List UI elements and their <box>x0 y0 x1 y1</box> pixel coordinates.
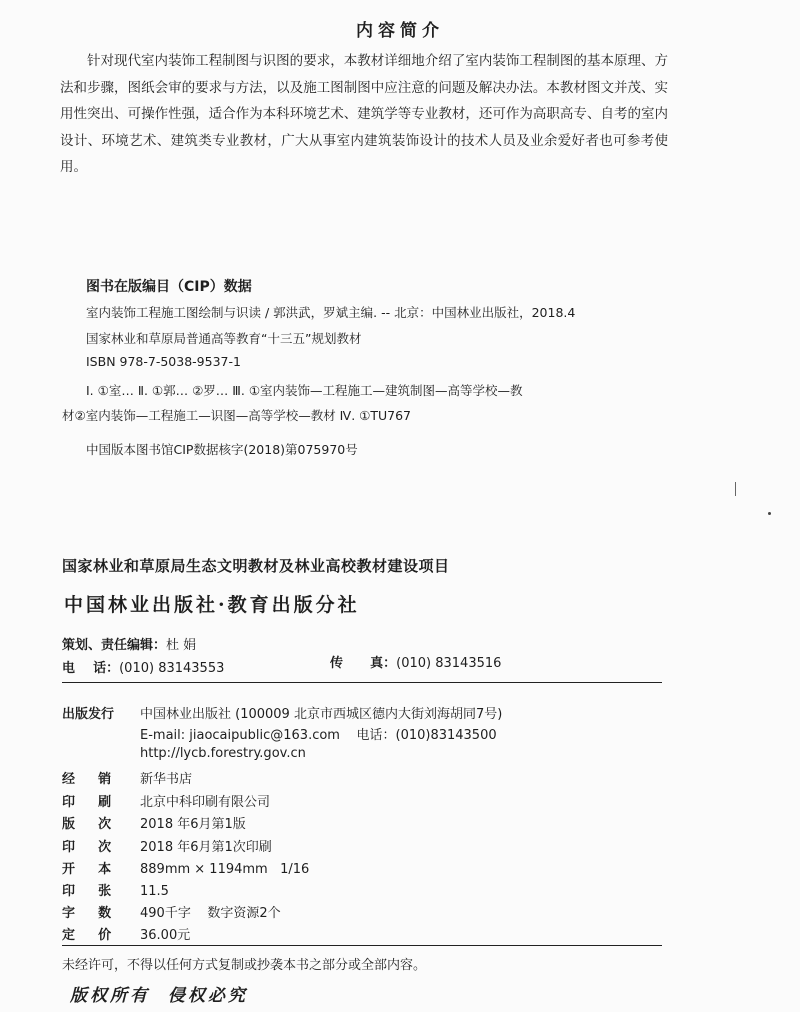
info-value: 36.00元 <box>140 928 191 943</box>
info-label: 字 数 <box>62 906 113 921</box>
info-label: 印 刷 <box>62 795 113 810</box>
info-value: 2018 年6月第1版 <box>140 817 246 832</box>
cip-title-line: 室内装饰工程施工图绘制与识读 / 郭洪武，罗斌主编. -- 北京：中国林业出版社，2018.4 <box>86 305 576 320</box>
scan-mark <box>735 482 736 496</box>
info-label: 出版发行 <box>62 707 115 722</box>
info-label: 开 本 <box>62 862 113 877</box>
editor-line <box>62 634 196 653</box>
info-row-word-count <box>62 902 281 922</box>
info-row-format <box>62 858 309 878</box>
cip-classification-line-1: Ⅰ. ①室… Ⅱ. ①郭… ②罗… Ⅲ. ①室内装饰—工程施工—建筑制图—高等学校—教 <box>86 383 523 398</box>
editor-label: 策划、责任编辑： <box>62 638 167 653</box>
phone-label: 电 话： <box>62 661 120 676</box>
info-row-sheets <box>62 880 169 900</box>
project-title: 国家林业和草原局生态文明教材及林业高校教材建设项目 <box>62 557 450 575</box>
cip-isbn: ISBN 978-7-5038-9537-1 <box>86 354 241 369</box>
info-label: 印 次 <box>62 840 113 855</box>
info-row-printing <box>62 836 272 856</box>
bottom-divider <box>62 945 662 946</box>
info-email-line: E-mail: jiaocaipublic@163.com 电话：(010)83143500 <box>140 728 497 743</box>
cip-check-number: 中国版本图书馆CIP数据核字(2018)第075970号 <box>86 442 358 457</box>
info-value: 北京中科印刷有限公司 <box>140 795 271 810</box>
info-label: 印 张 <box>62 884 113 899</box>
info-label: 定 价 <box>62 928 113 943</box>
cip-classification-line-2: 材②室内装饰—工程施工—识图—高等学校—教材 Ⅳ. ①TU767 <box>62 408 412 423</box>
info-website: http://lycb.forestry.gov.cn <box>140 746 306 761</box>
info-row-edition <box>62 813 246 833</box>
info-row-distributor <box>62 768 192 788</box>
info-value: 889mm × 1194mm 1/16 <box>140 862 310 877</box>
rights-reserved: 版权所有 侵权必究 <box>70 986 248 1006</box>
cip-heading: 图书在版编目（CIP）数据 <box>86 279 252 295</box>
summary-body: 针对现代室内装饰工程制图与识图的要求，本教材详细地介绍了室内装饰工程制图的基本原理、方法和步骤，图纸会审的要求与方法，以及施工图制图中应注意的问题及解决办法。本教材图文并茂、实用性突出、可操作性强，适合作为本科环境艺术、建筑学等专业教材，还可作为高职高专、自考的室内设计、环境艺术、建筑类专业教材，广大从事室内建筑装饰设计的技术人员及业余爱好者也可参考使用。 <box>60 53 668 175</box>
editor-value: 杜 娟 <box>166 638 197 653</box>
info-row-printer <box>62 791 270 811</box>
fax-line <box>330 652 501 671</box>
summary-title: 内容简介 <box>356 21 444 41</box>
info-value: 490千字 数字资源2个 <box>140 906 281 921</box>
phone-value: (010) 83143553 <box>119 661 225 676</box>
info-label: 经 销 <box>62 772 113 787</box>
copyright-notice: 未经许可，不得以任何方式复制或抄袭本书之部分或全部内容。 <box>62 958 427 973</box>
phone-line <box>62 657 224 676</box>
info-row-price <box>62 924 190 944</box>
info-row-publisher <box>62 703 502 723</box>
fax-value: (010) 83143516 <box>396 656 502 671</box>
cip-series-line: 国家林业和草原局普通高等教育“十三五”规划教材 <box>86 331 362 346</box>
scan-speck <box>768 512 771 515</box>
publisher-logo: 中国林业出版社·教育出版分社 <box>64 594 360 616</box>
info-value: 新华书店 <box>140 772 193 787</box>
info-value: 2018 年6月第1次印刷 <box>140 840 272 855</box>
fax-label: 传 真： <box>330 656 397 671</box>
top-divider <box>62 682 662 683</box>
info-value: 中国林业出版社 (100009 北京市西城区德内大街刘海胡同7号) <box>140 707 503 722</box>
info-value: 11.5 <box>140 884 169 899</box>
info-label: 版 次 <box>62 817 113 832</box>
